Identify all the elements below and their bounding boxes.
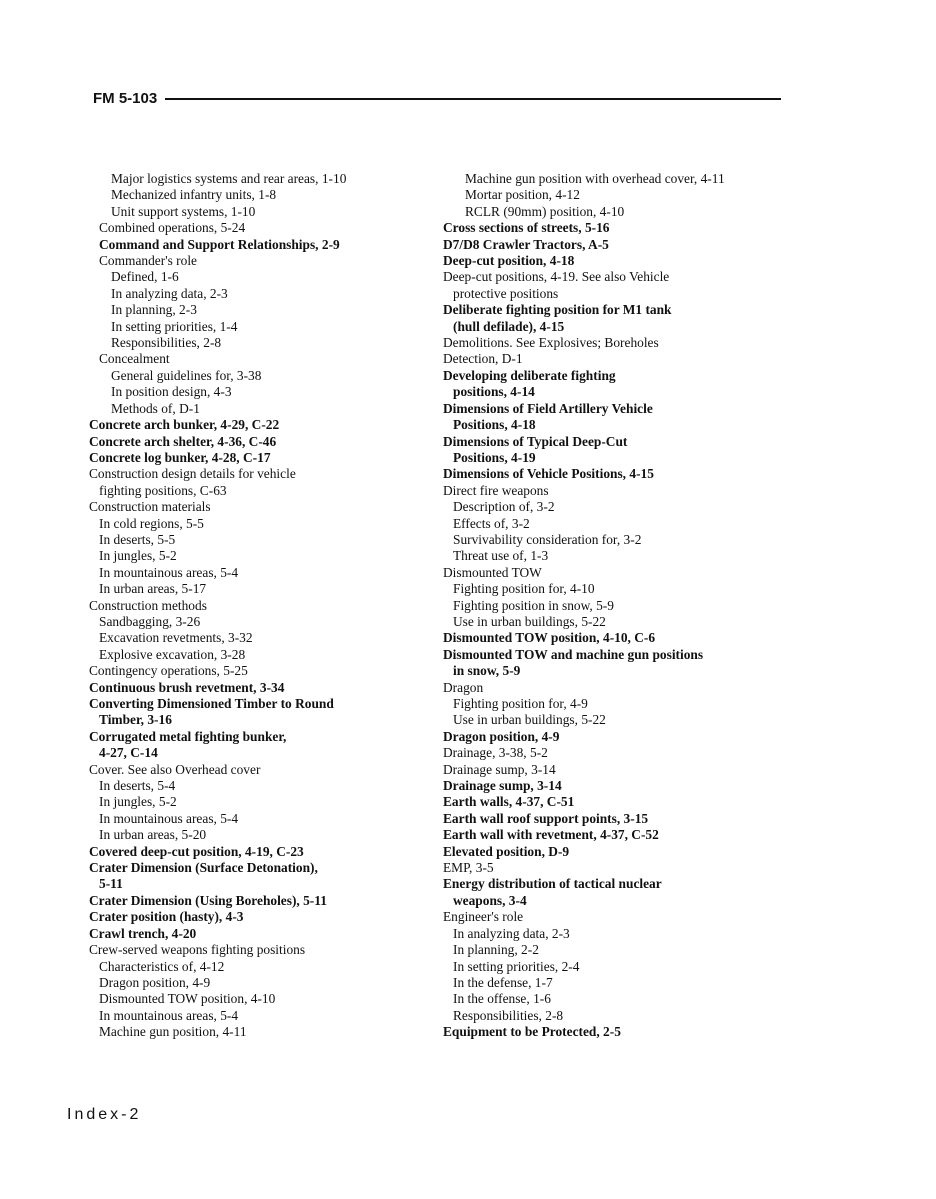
index-entry: In setting priorities, 1-4 [111,318,238,334]
index-entry: Construction methods [89,597,207,613]
index-entry: Dismounted TOW position, 4-10, C-6 [443,630,656,646]
index-entry: Defined, 1-6 [111,269,179,285]
index-entry: Deep-cut position, 4-18 [443,253,575,269]
index-entry: Drainage, 3-38, 5-2 [443,745,548,761]
index-entry: Detection, D-1 [443,351,523,367]
index-entry: Crater position (hasty), 4-3 [89,909,244,925]
index-entry: Dragon position, 4-9 [443,728,560,744]
page-header [93,86,781,110]
index-entry: Earth wall with revetment, 4-37, C-52 [443,827,659,843]
index-entry: Dragon position, 4-9 [99,974,211,990]
index-entry: Developing deliberate fighting [443,367,616,383]
index-entry: Machine gun position with overhead cover, 4-11 [465,171,725,186]
index-entry: Major logistics systems and rear areas, 1-10 [111,171,347,186]
index-entry: Dismounted TOW position, 4-10 [99,991,276,1007]
index-column-right [443,171,783,1041]
index-entry: Mortar position, 4-12 [465,187,580,203]
index-entry: Dragon [443,679,484,695]
index-entry: In planning, 2-2 [453,942,539,958]
index-entry: In analyzing data, 2-3 [111,285,228,301]
index-entry: Earth walls, 4-37, C-51 [443,794,575,810]
index-entry: Excavation revetments, 3-32 [99,630,253,646]
index-entry: Construction materials [89,499,211,515]
index-entry: Crater Dimension (Surface Detonation), [89,860,318,876]
index-entry: Fighting position in snow, 5-9 [453,597,614,613]
index-entry: Methods of, D-1 [111,400,200,416]
index-entry: protective positions [453,285,559,301]
index-entry: Effects of, 3-2 [453,515,530,531]
index-entry: Dimensions of Vehicle Positions, 4-15 [443,466,654,482]
index-entry: Concrete arch shelter, 4-36, C-46 [89,433,277,449]
index-entry: D7/D8 Crawler Tractors, A-5 [443,236,609,252]
index-entry: Demolitions. See Explosives; Boreholes [443,335,659,351]
index-entry: Dismounted TOW [443,564,542,580]
index-entry: Direct fire weapons [443,482,549,498]
index-entry: Concealment [99,351,170,367]
index-entry: Command and Support Relationships, 2-9 [99,236,340,252]
index-entry: Unit support systems, 1-10 [111,203,256,219]
index-entry: In deserts, 5-5 [99,531,176,547]
index-entry: Description of, 3-2 [453,499,555,515]
index-entry: Covered deep-cut position, 4-19, C-23 [89,843,304,859]
index-entry: 5-11 [99,876,123,892]
index-entry: Continuous brush revetment, 3-34 [89,679,285,695]
index-entry: Use in urban buildings, 5-22 [453,613,606,629]
index-entry: Characteristics of, 4-12 [99,958,225,974]
index-entry: Deep-cut positions, 4-19. See also Vehicle [443,269,670,285]
index-entry: Fighting position for, 4-10 [453,581,595,597]
index-entry: Crawl trench, 4-20 [89,925,197,941]
index-entry: Crew-served weapons fighting positions [89,942,306,958]
index-entry: Fighting position for, 4-9 [453,696,588,711]
index-entry: In position design, 4-3 [111,384,232,400]
index-entry: In jungles, 5-2 [99,548,177,564]
index-entry: Cover. See also Overhead cover [89,761,261,777]
index-entry: Deliberate fighting position for M1 tank [443,302,672,318]
index-entry: In analyzing data, 2-3 [453,925,570,941]
index-entry: In deserts, 5-4 [99,778,176,794]
index-entry: Commander's role [99,253,197,269]
header-rule [165,98,781,100]
index-entry: Mechanized infantry units, 1-8 [111,187,277,203]
index-entry: In the offense, 1-6 [453,991,551,1007]
index-entry: Positions, 4-19 [453,449,536,465]
index-entry: fighting positions, C-63 [99,482,227,498]
index-entry: EMP, 3-5 [443,860,494,876]
page-number: Index-2 [67,1106,142,1123]
index-entry: weapons, 3-4 [453,892,527,908]
index-entry: Survivability consideration for, 3-2 [453,531,642,547]
index-entry: In urban areas, 5-20 [99,827,207,843]
index-entry: Timber, 3-16 [99,712,172,728]
index-entry: Corrugated metal fighting bunker, [89,728,287,744]
index-entry: Dimensions of Typical Deep-Cut [443,433,628,449]
index-entry: Converting Dimensioned Timber to Round [89,696,334,711]
index-entry: Crater Dimension (Using Boreholes), 5-11 [89,892,327,908]
index-entry: Equipment to be Protected, 2-5 [443,1024,621,1040]
index-entry: In cold regions, 5-5 [99,515,204,531]
index-entry: Use in urban buildings, 5-22 [453,712,606,728]
index-entry: Contingency operations, 5-25 [89,663,248,679]
index-entry: Drainage sump, 3-14 [443,778,562,794]
index-entry: General guidelines for, 3-38 [111,367,262,383]
index-entry: Construction design details for vehicle [89,466,296,482]
index-entry: Cross sections of streets, 5-16 [443,220,610,236]
index-entry: Combined operations, 5-24 [99,220,246,236]
index-entry: In planning, 2-3 [111,302,197,318]
manual-title: FM 5-103 [93,89,158,107]
index-entry: Explosive excavation, 3-28 [99,646,246,662]
index-entry: 4-27, C-14 [99,745,158,761]
index-entry: positions, 4-14 [453,384,535,400]
index-entry: Energy distribution of tactical nuclear [443,876,662,892]
index-entry: in snow, 5-9 [453,663,521,679]
index-entry: In mountainous areas, 5-4 [99,564,239,580]
index-entry: Concrete log bunker, 4-28, C-17 [89,449,271,465]
index-column-left [89,171,429,1041]
index-entry: Drainage sump, 3-14 [443,761,556,777]
index-entry: In jungles, 5-2 [99,794,177,810]
index-entry: Concrete arch bunker, 4-29, C-22 [89,417,280,433]
index-entry: In urban areas, 5-17 [99,581,207,597]
index-entry: Threat use of, 1-3 [453,548,549,564]
index-entry: Responsibilities, 2-8 [453,1007,564,1023]
index-entry: Machine gun position, 4-11 [99,1024,247,1040]
index-entry: Positions, 4-18 [453,417,536,433]
index-entry: In mountainous areas, 5-4 [99,810,239,826]
index-entry: Responsibilities, 2-8 [111,335,222,351]
index-entry: RCLR (90mm) position, 4-10 [465,203,625,219]
index-entry: In mountainous areas, 5-4 [99,1007,239,1023]
index-entry: In setting priorities, 2-4 [453,958,580,974]
index-entry: Earth wall roof support points, 3-15 [443,810,649,826]
index-entry: (hull defilade), 4-15 [453,318,565,334]
index-entry: Engineer's role [443,909,524,925]
index-entry: In the defense, 1-7 [453,974,553,990]
index-entry: Sandbagging, 3-26 [99,613,201,629]
index-entry: Dismounted TOW and machine gun positions [443,646,704,662]
index-entry: Dimensions of Field Artillery Vehicle [443,400,653,416]
index-entry: Elevated position, D-9 [443,843,570,859]
